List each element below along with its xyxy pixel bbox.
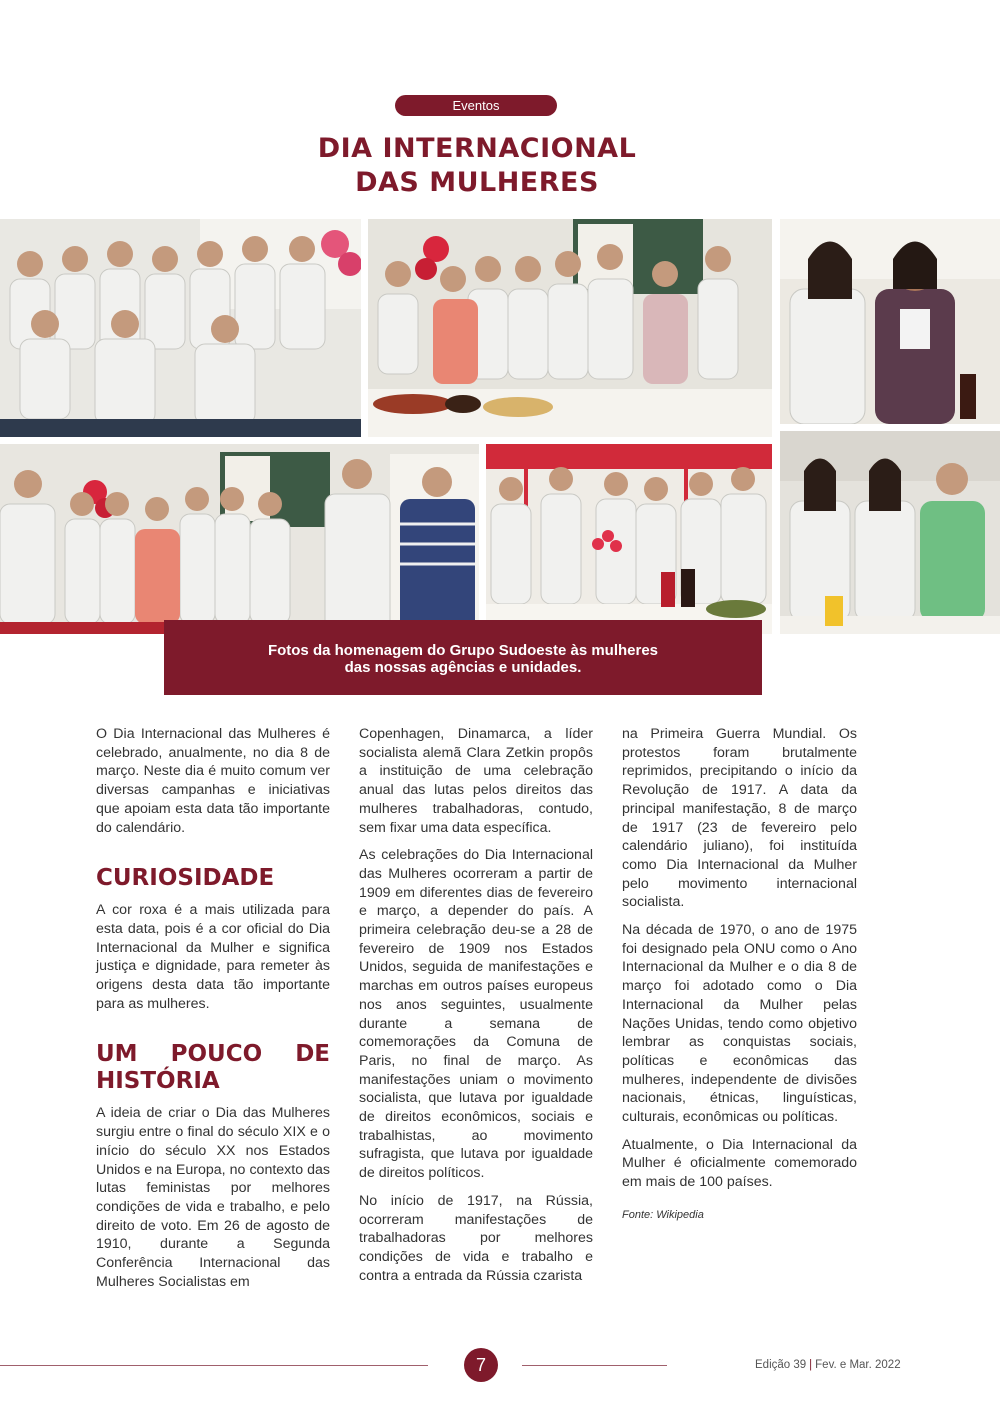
photo-group-with-flowers bbox=[486, 444, 772, 634]
history-paragraph-2: As celebrações do Dia Internacional das Mulheres ocorreram a partir de 1909 em diferentes dias de fevereiro e março, a depender do país. A primeira celebração deu-se a 28 de fevereiro de 1909 nos Estados Unidos, seguida de manifestações e marchas em outros países europeus nos anos seguintes, usualmente durante a semana de comemorações da Comuna de Paris, no final de março. As manifestações uniam o movimento socialista, que lutava por igualdade de direitos econômicos, sociais e trabalhistas, ao movimento sufragista, que lutava por igualdade de direitos políticos. bbox=[359, 847, 593, 1182]
history-heading: UM POUCO DE HISTÓRIA bbox=[96, 1041, 330, 1095]
photo-group-with-balloons bbox=[368, 219, 772, 437]
title-line-1: DIA INTERNACIONAL bbox=[317, 133, 637, 164]
article-column-3 bbox=[622, 725, 857, 1225]
history-paragraph-3-continued: na Primeira Guerra Mundial. Os protestos foram brutalmente reprimidos, precipitando o início da Revolução de 1917. A data da principal manifestação, 8 de março de 1917 (23 de fevereiro pelo calendário juliano), foi instituída como Dia Internacional da Mulher pelo movimento internacional socialista. bbox=[622, 726, 857, 911]
edition-date: Fev. e Mar. 2022 bbox=[815, 1359, 901, 1371]
edition-info bbox=[755, 1359, 901, 1371]
intro-paragraph: O Dia Internacional das Mulheres é celebrado, anualmente, no dia 8 de março. Neste dia é muito comum ver diversas campanhas e iniciativas que apoiam esta data tão importante do calendário. bbox=[96, 726, 330, 836]
history-paragraph-1-continued: Copenhagen, Dinamarca, a líder socialista alemã Clara Zetkin propôs a instituição de uma celebração anual das lutas pelos direitos das mulheres trabalhadoras, contudo, sem fixar uma data específica. bbox=[359, 726, 593, 836]
footer-divider-left bbox=[0, 1365, 428, 1366]
history-paragraph-4: Na década de 1970, o ano de 1975 foi designado pela ONU como o Ano Internacional da Mulher e o dia 8 de março foi adotado como o Dia Internacional da Mulher pelas Nações Unidas, tendo como objetivo lembrar as conquistas sociais, políticas e econômicas das mulheres, independente de divisões nacionais, étnicas, linguísticas, culturais, econômicas ou políticas. bbox=[622, 922, 857, 1126]
photo-group-with-men bbox=[0, 444, 479, 634]
photo-caption bbox=[164, 620, 762, 695]
history-paragraph-1: A ideia de criar o Dia das Mulheres surgiu entre o final do século XIX e o início do século XX nos Estados Unidos e na Europa, no contexto das lutas feministas por melhores condições de vida e trabalho, e pelo direito de voto. Em 26 de agosto de 1910, durante a Segunda Conferência Internacional das Mulheres Socialistas em bbox=[96, 1105, 330, 1290]
edition-separator: | bbox=[809, 1359, 813, 1371]
edition-label: Edição 39 bbox=[755, 1359, 807, 1371]
caption-line-2: das nossas agências e unidades. bbox=[344, 659, 582, 676]
page-title bbox=[0, 132, 954, 200]
history-paragraph-3: No início de 1917, na Rússia, ocorreram manifestações de trabalhadoras por melhores condições de vida e trabalho e contra a entrada da Rússia czarista bbox=[359, 1192, 593, 1284]
section-badge: Eventos bbox=[395, 95, 557, 116]
history-paragraph-5: Atualmente, o Dia Internacional da Mulher é oficialmente comemorado em mais de 100 países. bbox=[622, 1136, 857, 1191]
source-note: Fonte: Wikipedia bbox=[622, 1208, 704, 1221]
page-number: 7 bbox=[464, 1348, 498, 1382]
article-column-2 bbox=[359, 725, 593, 1294]
photo-three-women bbox=[780, 431, 1000, 634]
article-column-1 bbox=[96, 725, 330, 1300]
title-line-2: DAS MULHERES bbox=[355, 167, 599, 198]
photo-team-seated-group bbox=[0, 219, 361, 437]
curiosity-paragraph: A cor roxa é a mais utilizada para esta data, pois é a cor oficial do Dia Internacional da Mulher e significa justiça e dignidade, para remeter às origens desta data tão importante para as mulheres. bbox=[96, 902, 330, 1012]
footer-divider-right bbox=[522, 1365, 667, 1366]
photo-two-women bbox=[780, 219, 1000, 424]
caption-line-1: Fotos da homenagem do Grupo Sudoeste às mulheres bbox=[267, 642, 659, 659]
curiosity-heading: CURIOSIDADE bbox=[96, 865, 275, 892]
